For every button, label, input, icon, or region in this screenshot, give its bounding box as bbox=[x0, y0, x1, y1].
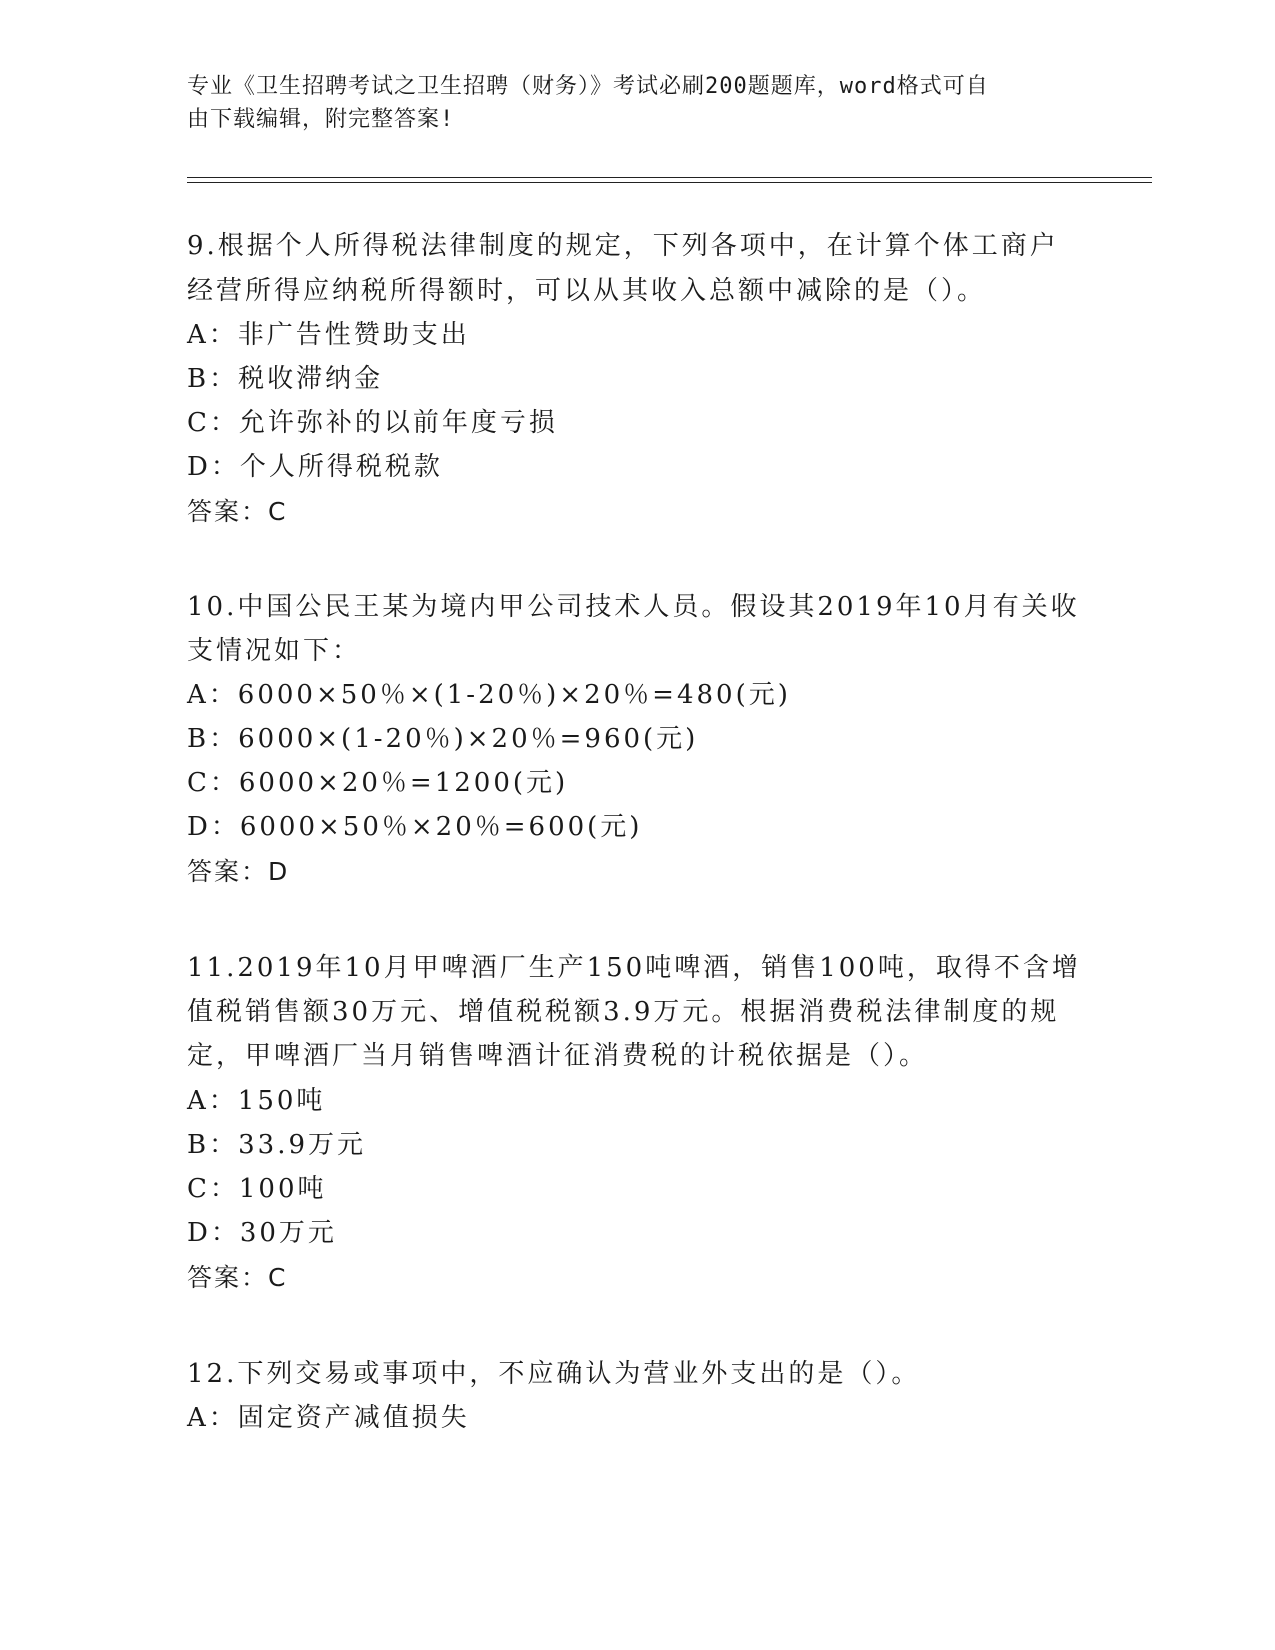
option-c: C：6000×20％=1200(元) bbox=[187, 768, 569, 798]
answer: 答案：D bbox=[187, 857, 290, 886]
option-b: B：税收滞纳金 bbox=[187, 364, 384, 394]
answer: 答案：C bbox=[187, 1263, 288, 1292]
option-a: A：非广告性赞助支出 bbox=[187, 320, 470, 350]
option-d: D：30万元 bbox=[187, 1218, 337, 1248]
question-stem-line: 支情况如下： bbox=[187, 636, 362, 666]
option-b: B：33.9万元 bbox=[187, 1130, 366, 1160]
header-divider bbox=[187, 182, 1152, 183]
option-c: C：允许弥补的以前年度亏损 bbox=[187, 408, 558, 438]
option-d: D：6000×50％×20％=600(元) bbox=[187, 812, 643, 842]
question-stem-line: 9.根据个人所得税法律制度的规定，下列各项中，在计算个体工商户 bbox=[187, 231, 1059, 261]
answer: 答案：C bbox=[187, 497, 288, 526]
header-line: 专业《卫生招聘考试之卫生招聘（财务）》考试必刷200题题库，word格式可自 bbox=[187, 74, 989, 99]
document-header bbox=[187, 70, 1067, 136]
question-stem-line: 值税销售额30万元、增值税税额3.9万元。根据消费税法律制度的规 bbox=[187, 997, 1060, 1027]
question-stem-line: 10.中国公民王某为境内甲公司技术人员。假设其2019年10月有关收 bbox=[187, 592, 1080, 622]
question-stem-line: 11.2019年10月甲啤酒厂生产150吨啤酒，销售100吨，取得不含增 bbox=[187, 953, 1081, 983]
option-d: D：个人所得税税款 bbox=[187, 452, 443, 482]
header-line: 由下载编辑，附完整答案! bbox=[187, 107, 455, 132]
option-b: B：6000×(1-20％)×20％=960(元) bbox=[187, 724, 699, 754]
question-stem-line: 经营所得应纳税所得额时，可以从其收入总额中减除的是（）。 bbox=[187, 276, 987, 306]
option-a: A：固定资产减值损失 bbox=[187, 1403, 470, 1433]
question-stem-line: 定，甲啤酒厂当月销售啤酒计征消费税的计税依据是（）。 bbox=[187, 1041, 929, 1071]
option-a: A：150吨 bbox=[187, 1086, 326, 1116]
option-a: A：6000×50％×(1-20％)×20％=480(元) bbox=[187, 680, 791, 710]
question-stem-line: 12.下列交易或事项中，不应确认为营业外支出的是（）。 bbox=[187, 1359, 921, 1389]
header-divider bbox=[187, 177, 1152, 178]
option-c: C：100吨 bbox=[187, 1174, 327, 1204]
